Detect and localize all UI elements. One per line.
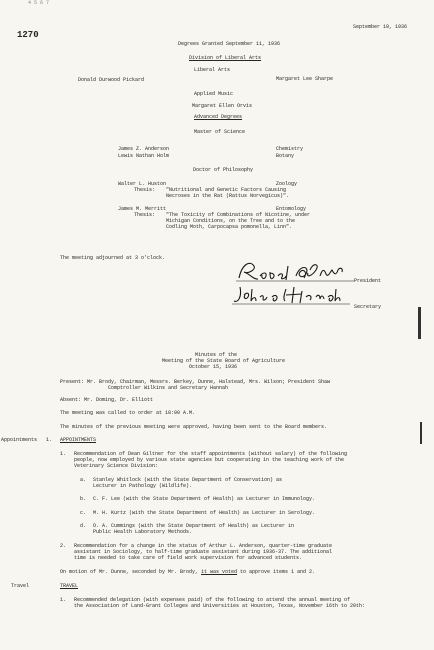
travel-margin-label: Travel	[11, 583, 30, 589]
sub-item-letter: b.	[80, 496, 87, 502]
item-text: Recommendation of Dean Giltner for the staff appointments (without salary) of the following	[74, 451, 348, 457]
sub-item-letter: c.	[80, 510, 87, 516]
secretary-label: Secretary	[354, 304, 382, 310]
graduate-name: Donald Durwood Pickard	[78, 77, 145, 83]
motion-voted: it was voted	[201, 569, 238, 575]
sub-item-text: Stanley Whitlock (with the State Department of Conservation) as	[93, 477, 283, 483]
sub-item-text: O. A. Cummings (with the State Department of Health) as Lecturer in	[93, 523, 295, 529]
doctor-field: Zoology	[276, 181, 298, 187]
appointments-heading: APPOINTMENTS	[60, 437, 97, 443]
president-label: President	[354, 278, 382, 284]
secretary-signature	[232, 283, 352, 307]
thesis-label: Thesis:	[134, 187, 156, 193]
item-text: time is needed to take care of field work supervision for advanced students.	[74, 555, 303, 561]
division-heading: Division of Liberal Arts	[189, 55, 262, 61]
absent-line: Absent: Mr. Doming, Dr. Elliott	[60, 397, 154, 403]
sub-item-letter: a.	[80, 477, 87, 483]
doctor-name: Walter L. Huston	[118, 181, 167, 187]
graduate-name: Margaret Lee Sharpe	[276, 76, 334, 82]
sub-item-text: C. F. Lee (with the State Department of Health) as Lecturer in Immunology.	[93, 496, 316, 502]
item-text: assistant in Sociology, to half-time graduate assistant during 1936-37. The additional	[74, 549, 333, 555]
item-number: 2.	[60, 543, 67, 549]
header-date: September 10, 1936	[353, 24, 408, 30]
item-number: 1.	[46, 437, 53, 443]
motion-line	[60, 569, 315, 575]
present-line: Comptroller Wilkins and Secretary Hannah	[108, 385, 229, 391]
previous-minutes: The minutes of the previous meeting were approved, having been sent to the Board members.	[60, 424, 328, 430]
sub-item-text: Public Health Laboratory Methods.	[93, 529, 193, 535]
master-field: Botany	[276, 153, 295, 159]
liberal-arts-heading: Liberal Arts	[194, 67, 231, 73]
advanced-degrees-heading: Advanced Degrees	[194, 114, 243, 120]
minutes-title: October 15, 1936	[189, 364, 238, 370]
degrees-title: Degrees Granted September 11, 1936	[178, 41, 281, 47]
sub-item-text: M. H. Kurtz (with the State Department of Health) as Lecturer in Serology.	[93, 510, 316, 516]
item-text: the Association of Land-Grant Colleges and Universities at Houston, Texas, November 16th to 20th:	[74, 603, 366, 609]
sub-item-text: Lecturer in Pathology (Wildlife).	[93, 483, 193, 489]
page-number: 1270	[17, 30, 39, 40]
graduate-name: Margaret Ellen Orvis	[192, 103, 253, 109]
sub-item-letter: d.	[80, 523, 87, 529]
thesis-line: Michigan Conditions, on the Tree and to the	[166, 218, 296, 224]
master-name: Lewis Nathan Holm	[118, 153, 170, 159]
thesis-line: "The Toxicity of Combinations of Nicotine, under	[166, 212, 311, 218]
doctor-heading: Doctor of Philosophy	[193, 167, 254, 173]
master-field: Chemistry	[276, 146, 304, 152]
top-mark: 4 5 6 7	[28, 0, 50, 6]
doctor-field: Entomology	[276, 206, 307, 212]
item-number: 1.	[60, 451, 67, 457]
motion-text: On motion of Mr. Dunne, seconded by Mr. Brody,	[60, 569, 202, 575]
item-text: Recommended delegation (with expenses paid) of the following to attend the annual meeting of	[74, 597, 351, 603]
item-text: people, now employed by various state agencies but cooperating in the teaching work of the	[74, 457, 345, 463]
motion-text: to approve items 1 and 2.	[237, 569, 316, 575]
minutes-title: Minutes of the	[195, 352, 238, 358]
appointments-margin-label: Appointments	[1, 437, 38, 443]
present-line: Present: Mr. Brody, Chairman, Messrs. Berkey, Dunne, Halstead, Mrs. Wilson; President Shaw	[60, 379, 331, 385]
doctor-name: James M. Merritt	[118, 206, 167, 212]
thesis-line: Codling Moth, Carpocapsa pomonella, Linn".	[166, 224, 293, 230]
thesis-line: Necroses in the Rat (Rattus Norvegicus)".	[166, 193, 290, 199]
travel-heading: TRAVEL	[60, 583, 79, 589]
master-heading: Master of Science	[194, 129, 246, 135]
thesis-label: Thesis:	[134, 212, 156, 218]
scan-artifact	[418, 307, 421, 339]
thesis-line: "Nutritional and Genetic Factors Causing	[166, 187, 287, 193]
minutes-title: Meeting of the State Board of Agriculture	[162, 358, 286, 364]
called-to-order: The meeting was called to order at 10:00 A.M.	[60, 410, 196, 416]
item-text: Veterinary Science Division:	[74, 463, 159, 469]
applied-music-heading: Applied Music	[194, 91, 234, 97]
item-number: 1.	[60, 597, 67, 603]
adjourned-note: The meeting adjourned at 3 o'clock.	[60, 255, 166, 261]
president-signature	[236, 258, 356, 284]
master-name: James Z. Anderson	[118, 146, 170, 152]
item-text: Recommendation for a change in the status of Arthur L. Anderson, quarter-time graduate	[74, 543, 333, 549]
scan-artifact	[420, 422, 422, 444]
